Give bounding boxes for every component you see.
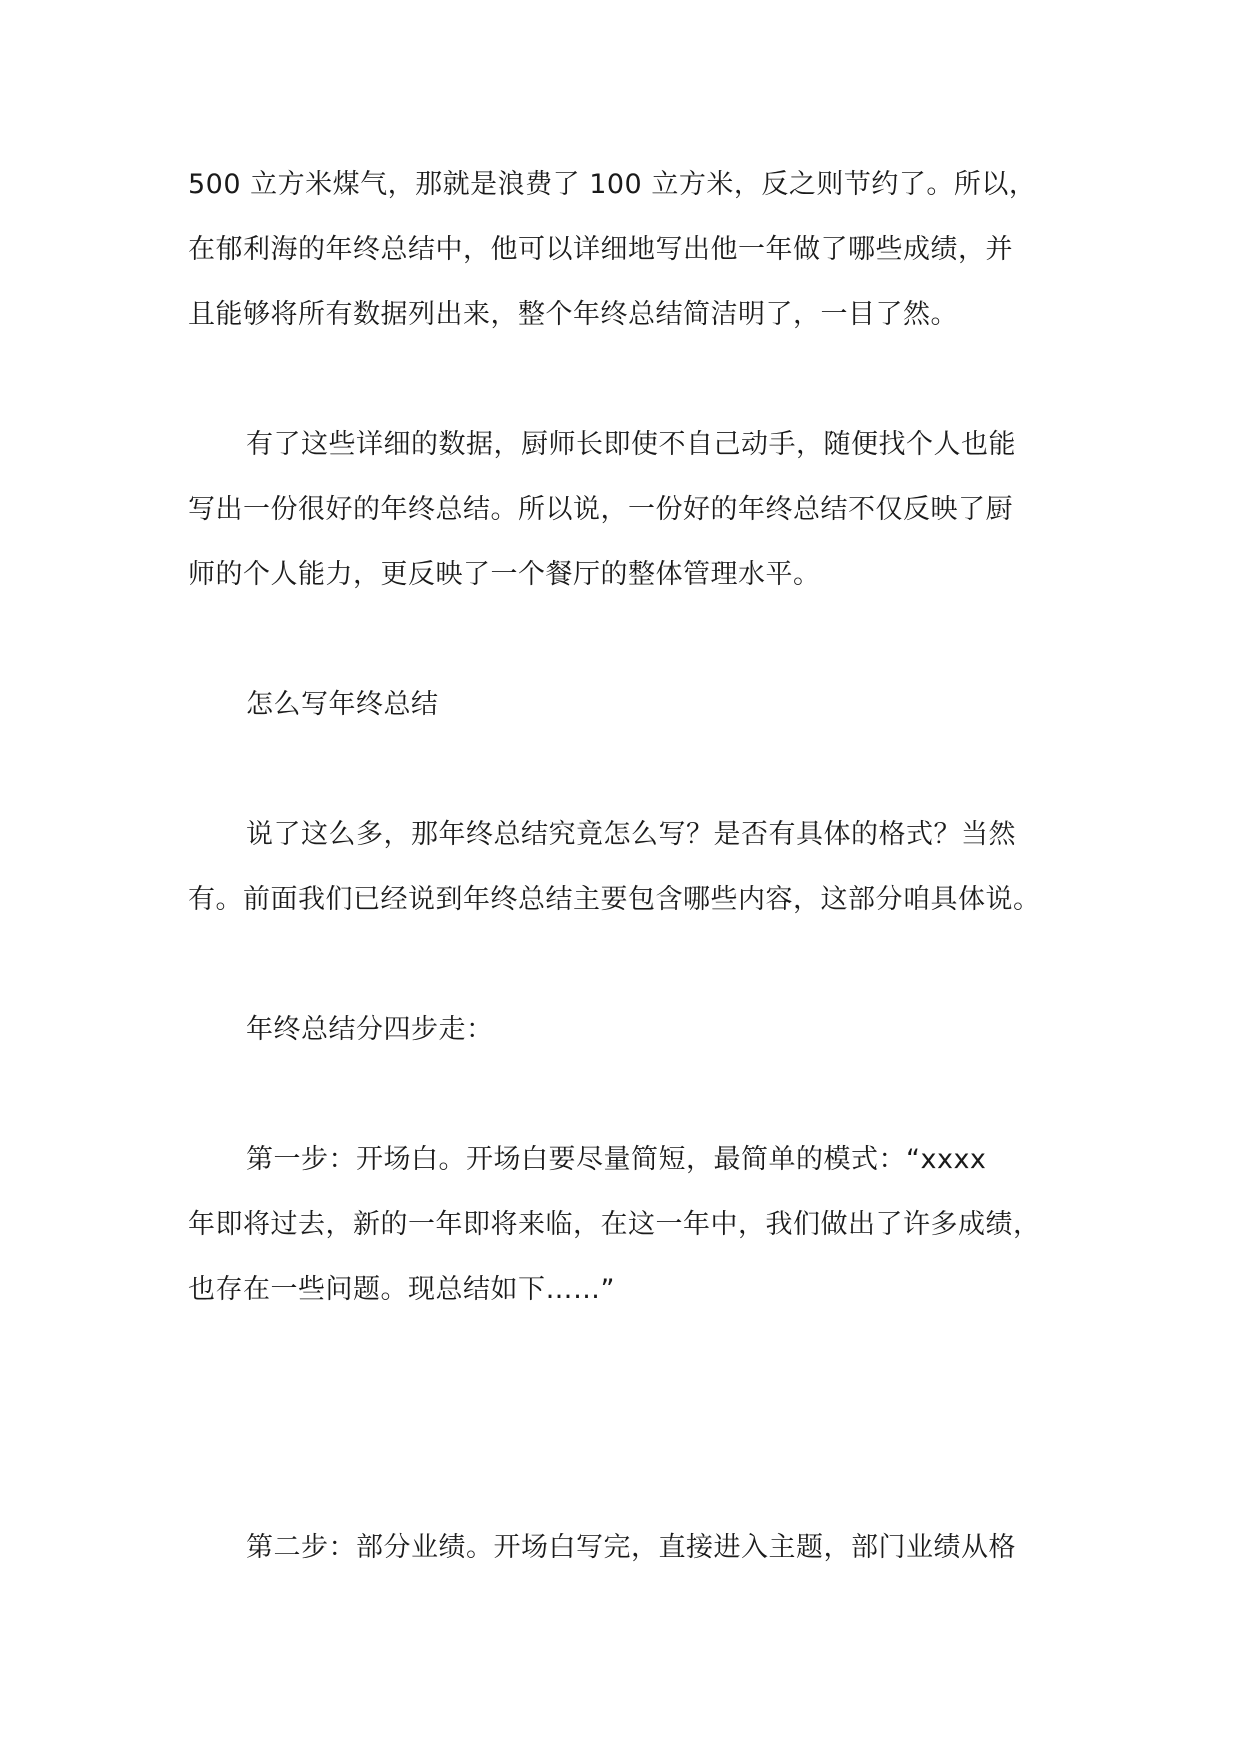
paragraph-7-line-1: 第二步：部分业绩。开场白写完，直接进入主题，部门业绩从格 [246, 1532, 1016, 1563]
paragraph-4-line-2: 有。前面我们已经说到年终总结主要包含哪些内容，这部分咱具体说。 [188, 884, 1041, 915]
paragraph-6-line-3: 也存在一些问题。现总结如下……” [188, 1274, 615, 1305]
paragraph-2-line-2: 写出一份很好的年终总结。所以说，一份好的年终总结不仅反映了厨 [188, 494, 1013, 525]
paragraph-5-line-1: 年终总结分四步走： [246, 1014, 494, 1045]
paragraph-1-line-2: 在郁利海的年终总结中，他可以详细地写出他一年做了哪些成绩，并 [188, 234, 1013, 265]
paragraph-1-line-3: 且能够将所有数据列出来，整个年终总结简洁明了，一目了然。 [188, 299, 958, 330]
paragraph-6-line-2: 年即将过去，新的一年即将来临，在这一年中，我们做出了许多成绩， [188, 1209, 1041, 1240]
paragraph-6-line-1: 第一步：开场白。开场白要尽量简短，最简单的模式：“xxxx [246, 1144, 987, 1175]
section-heading: 怎么写年终总结 [246, 689, 439, 720]
paragraph-2-line-3: 师的个人能力，更反映了一个餐厅的整体管理水平。 [188, 559, 821, 590]
paragraph-1-line-1: 500 立方米煤气，那就是浪费了 100 立方米，反之则节约了。所以， [188, 169, 1037, 200]
paragraph-4-line-1: 说了这么多，那年终总结究竟怎么写？是否有具体的格式？当然 [246, 819, 1016, 850]
paragraph-2-line-1: 有了这些详细的数据，厨师长即使不自己动手，随便找个人也能 [246, 429, 1016, 460]
